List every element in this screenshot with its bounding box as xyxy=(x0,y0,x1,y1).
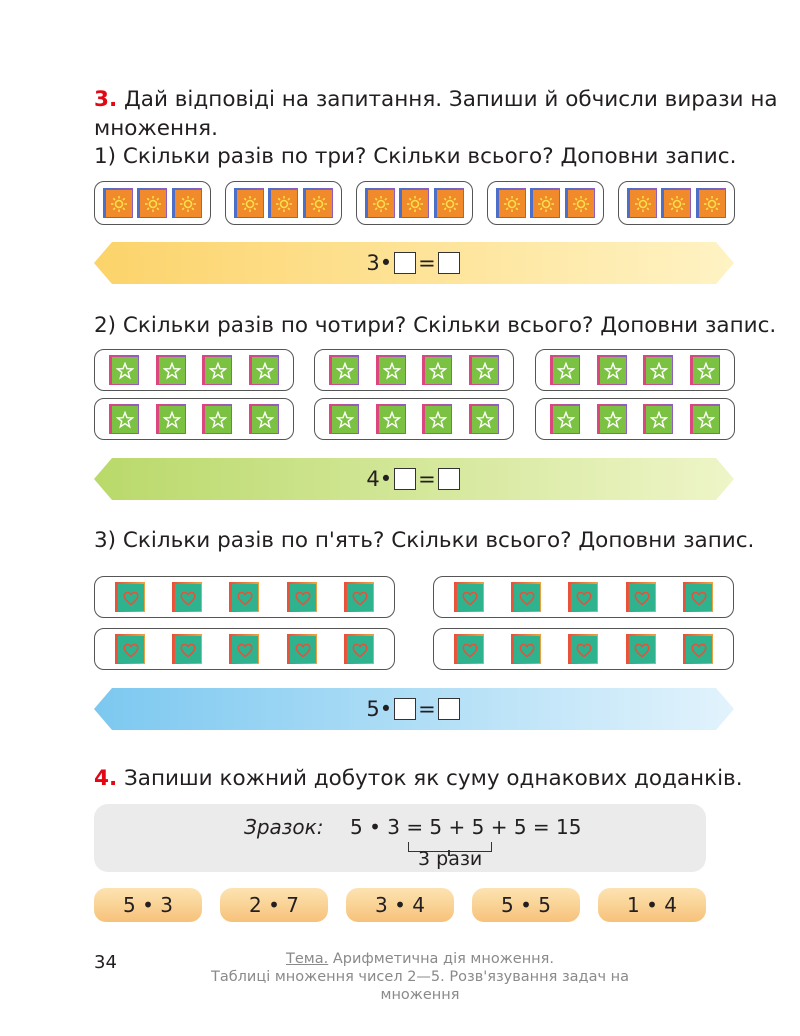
star-cube-icon xyxy=(643,355,673,385)
heart-cube-icon xyxy=(454,634,484,664)
star-cube-icon xyxy=(109,404,139,434)
heart-cube-icon xyxy=(229,582,259,612)
heart-cube-icon xyxy=(511,582,541,612)
cube-group xyxy=(94,628,395,670)
sun-cube-icon xyxy=(103,188,133,218)
cube-group xyxy=(487,181,604,225)
cube-group xyxy=(94,576,395,618)
heart-cube-icon xyxy=(287,582,317,612)
sun-cube-icon xyxy=(268,188,298,218)
footer-line-1-text: Арифметична дія множення. xyxy=(328,951,554,967)
equation-3 xyxy=(94,688,734,730)
cube-group xyxy=(433,628,734,670)
star-cube-icon xyxy=(597,404,627,434)
cube-group xyxy=(94,181,211,225)
heart-cube-icon xyxy=(344,634,374,664)
equation-1-answer-box-1[interactable] xyxy=(394,252,416,274)
product-card-2[interactable]: 2 • 7 xyxy=(220,888,328,922)
heart-cube-icon xyxy=(511,634,541,664)
equation-3-factor: 5 xyxy=(366,697,380,721)
product-card-4[interactable]: 5 • 5 xyxy=(472,888,580,922)
sun-cube-icon xyxy=(303,188,333,218)
cube-group xyxy=(356,181,473,225)
star-cube-icon xyxy=(469,404,499,434)
star-cube-icon xyxy=(249,355,279,385)
sun-cube-icon xyxy=(365,188,395,218)
equation-ribbon-2 xyxy=(94,458,734,500)
heart-cube-icon xyxy=(287,634,317,664)
star-cube-icon xyxy=(376,355,406,385)
equation-2-answer-box-2[interactable] xyxy=(438,468,460,490)
sample-label: Зразок: xyxy=(244,815,324,839)
heart-cube-icon xyxy=(115,582,145,612)
heart-cube-icon xyxy=(229,634,259,664)
equation-3-dot: • xyxy=(379,697,393,721)
task3-question-2: 2) Скільки разів по чотири? Скільки всього? Доповни запис. xyxy=(94,313,777,338)
cube-group xyxy=(314,349,514,391)
sun-cube-icon xyxy=(399,188,429,218)
sun-cube-icon xyxy=(434,188,464,218)
task3-instruction-line1 xyxy=(94,86,778,114)
star-cube-icon xyxy=(690,404,720,434)
heart-cube-icon xyxy=(454,582,484,612)
star-cube-icon xyxy=(469,355,499,385)
star-cube-icon xyxy=(156,404,186,434)
product-card-5[interactable]: 1 • 4 xyxy=(598,888,706,922)
cube-group xyxy=(618,181,735,225)
heart-cube-icon xyxy=(172,634,202,664)
task3-number: 3. xyxy=(94,87,118,112)
task3-question-1: 1) Скільки разів по три? Скільки всього? Доповни запис. xyxy=(94,144,737,169)
equation-2 xyxy=(94,458,734,500)
heart-cube-icon xyxy=(568,634,598,664)
task3-instruction-text: Дай відповіді на запитання. Запиши й обчисли вирази на xyxy=(123,87,778,112)
task4-instruction xyxy=(94,765,743,793)
cube-group xyxy=(94,349,294,391)
heart-cube-icon xyxy=(683,582,713,612)
footer-line-2: Таблиці множення чисел 2—5. Розв'язування задач на множення xyxy=(210,969,630,1003)
equation-1-dot: • xyxy=(379,251,393,275)
cube-group xyxy=(225,181,342,225)
page-number: 34 xyxy=(94,952,117,973)
equation-1 xyxy=(94,242,734,284)
cube-group xyxy=(314,398,514,440)
star-cube-icon xyxy=(202,404,232,434)
sample-expression: 5 • 3 = 5 + 5 + 5 = 15 xyxy=(350,815,582,839)
footer-tema-label: Тема. xyxy=(286,951,329,967)
sun-cube-icon xyxy=(137,188,167,218)
heart-cube-icon xyxy=(115,634,145,664)
footer-topic xyxy=(170,950,670,1004)
equation-ribbon-3 xyxy=(94,688,734,730)
star-cube-icon xyxy=(422,404,452,434)
equation-2-factor: 4 xyxy=(366,467,380,491)
star-cube-icon xyxy=(643,404,673,434)
cube-group xyxy=(535,349,735,391)
task4-number: 4. xyxy=(94,766,118,791)
equation-1-equals: = xyxy=(418,251,436,275)
star-cube-icon xyxy=(597,355,627,385)
task3-question-3: 3) Скільки разів по п'ять? Скільки всього? Доповни запис. xyxy=(94,528,755,553)
star-cube-icon xyxy=(550,355,580,385)
equation-ribbon-1 xyxy=(94,242,734,284)
star-cube-icon xyxy=(690,355,720,385)
sun-cube-icon xyxy=(696,188,726,218)
star-cube-icon xyxy=(109,355,139,385)
star-cube-icon xyxy=(329,355,359,385)
cube-group xyxy=(433,576,734,618)
heart-cube-icon xyxy=(626,634,656,664)
heart-cube-icon xyxy=(568,582,598,612)
heart-cube-icon xyxy=(172,582,202,612)
heart-cube-icon xyxy=(626,582,656,612)
star-cube-icon xyxy=(156,355,186,385)
sun-cube-icon xyxy=(172,188,202,218)
equation-1-answer-box-2[interactable] xyxy=(438,252,460,274)
sample-times-label: 3 рази xyxy=(418,848,483,870)
sun-cube-icon xyxy=(661,188,691,218)
equation-2-dot: • xyxy=(379,467,393,491)
heart-cube-icon xyxy=(344,582,374,612)
sun-cube-icon xyxy=(565,188,595,218)
sample-box xyxy=(94,804,706,872)
equation-3-answer-box-2[interactable] xyxy=(438,698,460,720)
star-cube-icon xyxy=(550,404,580,434)
task3-instruction-line2: множення. xyxy=(94,116,218,141)
sun-cube-icon xyxy=(530,188,560,218)
footer-line-1 xyxy=(170,950,670,968)
star-cube-icon xyxy=(329,404,359,434)
star-cube-icon xyxy=(202,355,232,385)
equation-3-equals: = xyxy=(418,697,436,721)
cube-group xyxy=(94,398,294,440)
product-card-3[interactable]: 3 • 4 xyxy=(346,888,454,922)
sun-cube-icon xyxy=(496,188,526,218)
star-cube-icon xyxy=(249,404,279,434)
task4-instruction-text: Запиши кожний добуток як суму однакових доданків. xyxy=(123,766,743,791)
equation-2-answer-box-1[interactable] xyxy=(394,468,416,490)
product-card-1[interactable]: 5 • 3 xyxy=(94,888,202,922)
sun-cube-icon xyxy=(627,188,657,218)
equation-1-factor: 3 xyxy=(366,251,380,275)
heart-cube-icon xyxy=(683,634,713,664)
equation-2-equals: = xyxy=(418,467,436,491)
star-cube-icon xyxy=(376,404,406,434)
equation-3-answer-box-1[interactable] xyxy=(394,698,416,720)
sun-cube-icon xyxy=(234,188,264,218)
cube-group xyxy=(535,398,735,440)
star-cube-icon xyxy=(422,355,452,385)
